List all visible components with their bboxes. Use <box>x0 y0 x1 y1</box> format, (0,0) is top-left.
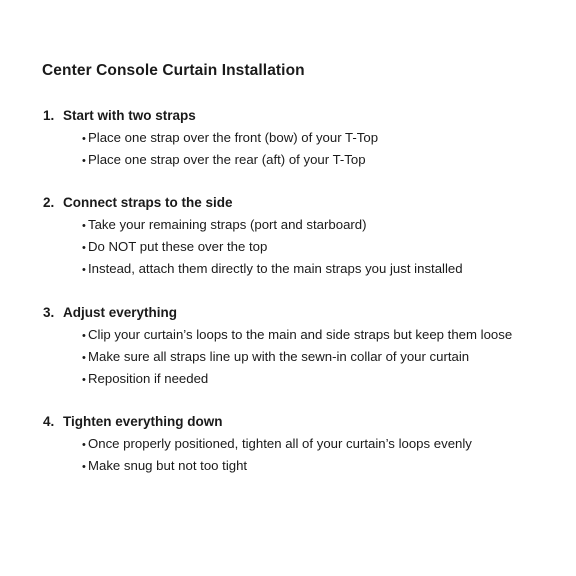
bullet-text: Make snug but not too tight <box>88 458 248 473</box>
list-item <box>82 349 512 371</box>
bullet-text: Place one strap over the front (bow) of your T-Top <box>88 130 379 145</box>
step-number: 4. <box>43 414 55 429</box>
bullet-icon: • <box>82 352 86 364</box>
bullet-text: Reposition if needed <box>88 371 209 386</box>
list-item <box>82 152 378 174</box>
bullet-icon: • <box>82 242 86 254</box>
step-number: 3. <box>43 305 55 320</box>
step-title: Start with two straps <box>63 108 196 123</box>
step-heading <box>43 414 223 429</box>
bullet-text: Take your remaining straps (port and starboard) <box>88 217 367 232</box>
bullet-icon: • <box>82 439 86 451</box>
list-item <box>82 458 472 480</box>
list-item <box>82 371 512 393</box>
step-heading <box>43 108 196 123</box>
bullet-icon: • <box>82 220 86 232</box>
list-item <box>82 130 378 152</box>
bullet-text: Do NOT put these over the top <box>88 239 268 254</box>
step-title: Connect straps to the side <box>63 195 233 210</box>
bullet-text: Instead, attach them directly to the main straps you just installed <box>88 261 463 276</box>
document-title: Center Console Curtain Installation <box>42 62 305 79</box>
list-item <box>82 261 463 283</box>
bullet-icon: • <box>82 133 86 145</box>
bullet-icon: • <box>82 264 86 276</box>
bullet-text: Make sure all straps line up with the sewn-in collar of your curtain <box>88 349 470 364</box>
step-heading <box>43 195 233 210</box>
bullet-list <box>82 217 463 283</box>
step-title: Adjust everything <box>63 305 178 320</box>
list-item <box>82 327 512 349</box>
step-number: 1. <box>43 108 55 123</box>
bullet-text: Clip your curtain’s loops to the main and side straps but keep them loose <box>88 327 513 342</box>
list-item <box>82 239 463 261</box>
bullet-icon: • <box>82 155 86 167</box>
bullet-icon: • <box>82 461 86 473</box>
bullet-icon: • <box>82 330 86 342</box>
list-item <box>82 217 463 239</box>
bullet-list <box>82 130 378 174</box>
bullet-text: Place one strap over the rear (aft) of your T-Top <box>88 152 366 167</box>
step-title: Tighten everything down <box>63 414 223 429</box>
bullet-text: Once properly positioned, tighten all of your curtain’s loops evenly <box>88 436 472 451</box>
bullet-list <box>82 436 472 480</box>
bullet-icon: • <box>82 374 86 386</box>
list-item <box>82 436 472 458</box>
step-number: 2. <box>43 195 55 210</box>
step-heading <box>43 305 177 320</box>
bullet-list <box>82 327 512 393</box>
